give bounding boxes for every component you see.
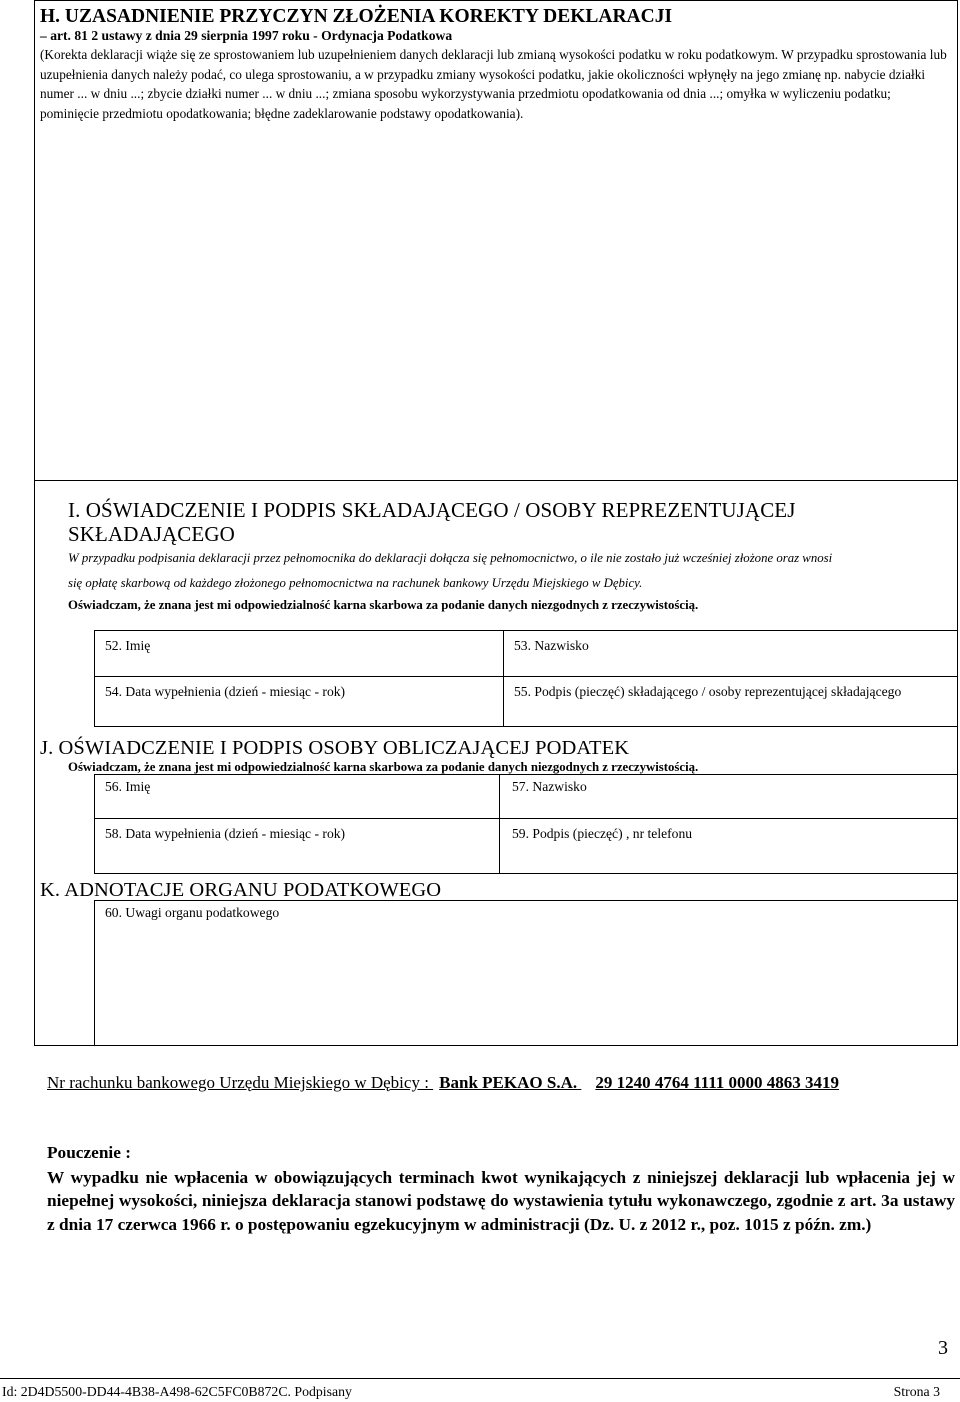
- bank-account-label: Nr rachunku bankowego Urzędu Miejskiego w Dębicy :: [47, 1073, 429, 1092]
- section-h-subtitle: – art. 81 2 ustawy z dnia 29 sierpnia 1997 roku - Ordynacja Podatkowa: [40, 28, 453, 43]
- bank-name: Bank PEKAO S.A.: [439, 1073, 578, 1092]
- pouczenie-heading: Pouczenie :: [47, 1143, 131, 1162]
- bank-account-number: 29 1240 4764 1111 0000 4863 3419: [595, 1073, 840, 1092]
- pouczenie-text: W wypadku nie wpłacenia w obowiązujących terminach kwot wynikających z niniejszej deklaracji lub wpłacenia jej w niepełnej wysokości, niniejsza deklaracja stanowi podstawę do wystawienia tytułu wykonawczego, zgodnie z art. 3a ustawy z dnia 17 czerwca 1966 r. o postępowaniu egzekucyjnym w administracji (Dz. U. z 2012 r., poz. 1015 z późn. zm.): [47, 1168, 955, 1234]
- field-54-date[interactable]: [94, 676, 504, 727]
- section-k-title: K. ADNOTACJE ORGANU PODATKOWEGO: [40, 879, 442, 901]
- field-56-label: 56. Imię: [105, 779, 151, 794]
- section-i-title-cont: SKŁADAJĄCEGO: [68, 522, 235, 546]
- section-j-declaration: Oświadczam, że znana jest mi odpowiedzialność karna skarbowa za podanie danych niezgodnych z rzeczywistością.: [68, 760, 699, 774]
- section-i-declaration: Oświadczam, że znana jest mi odpowiedzialność karna skarbowa za podanie danych niezgodnych z rzeczywistością.: [68, 598, 699, 612]
- section-j-title: J. OŚWIADCZENIE I PODPIS OSOBY OBLICZAJĄCEJ PODATEK: [40, 737, 630, 759]
- field-58-date[interactable]: [94, 818, 500, 874]
- field-52-label: 52. Imię: [105, 638, 151, 653]
- justification-textarea[interactable]: [40, 125, 950, 475]
- bank-account-line: [47, 1073, 839, 1093]
- field-57-last-name[interactable]: [499, 774, 958, 819]
- page-number: 3: [938, 1337, 948, 1359]
- field-58-label: 58. Data wypełnienia (dzień - miesiąc - rok): [105, 826, 346, 841]
- field-60-label: 60. Uwagi organu podatkowego: [105, 905, 280, 920]
- field-53-last-name[interactable]: [503, 630, 958, 677]
- field-59-signature-phone[interactable]: [499, 818, 958, 874]
- field-52-first-name[interactable]: [94, 630, 504, 677]
- field-59-label: 59. Podpis (pieczęć) , nr telefonu: [512, 826, 693, 841]
- section-i-note-2: się opłatę skarbową od każdego złożonego pełnomocnictwa na rachunek bankowy Urzędu Miejskiego w Dębicy.: [68, 576, 643, 590]
- field-60-authority-remarks[interactable]: [94, 900, 958, 1046]
- field-57-label: 57. Nazwisko: [512, 779, 587, 794]
- footer-divider: [0, 1378, 960, 1379]
- footer-page-label: Strona 3: [893, 1384, 940, 1399]
- section-h-description: (Korekta deklaracji wiąże się ze sprostowaniem lub uzupełnieniem danych deklaracji lub zmianą wysokości podatku w roku podatkowym. W przypadku sprostowania lub uzupełnienia danych należy podać, co ulega sprostowaniu, a w przypadku zmiany wysokości podatku, jakie okoliczności wpłynęły na jego zmianę np. nabycie działki numer ... w dniu ...; zbycie działki numer ... w dniu ...; zmiana sposobu wykorzystywania przedmiotu opodatkowania od dnia ...; omyłka w wyliczeniu podatku; pominięcie przedmiotu opodatkowania; błędne zadeklarowanie podstawy opodatkowania).: [40, 47, 947, 121]
- section-i-title: I. OŚWIADCZENIE I PODPIS SKŁADAJĄCEGO / OSOBY REPREZENTUJĄCEJ: [68, 498, 796, 522]
- section-h-title: H. UZASADNIENIE PRZYCZYN ZŁOŻENIA KOREKTY DEKLARACJI: [40, 6, 673, 27]
- field-56-first-name[interactable]: [94, 774, 500, 819]
- field-55-signature[interactable]: [503, 676, 958, 727]
- section-i-note-1: W przypadku podpisania deklaracji przez pełnomocnika do deklaracji dołącza się pełnomocnictwo, o ile nie zostało już wcześniej złożone oraz wnosi: [68, 551, 833, 565]
- field-54-label: 54. Data wypełnienia (dzień - miesiąc - rok): [105, 684, 346, 699]
- footer-document-id: Id: 2D4D5500-DD44-4B38-A498-62C5FC0B872C. Podpisany: [2, 1384, 352, 1399]
- field-55-label: 55. Podpis (pieczęć) składającego / osoby reprezentującej składającego: [514, 684, 902, 699]
- field-53-label: 53. Nazwisko: [514, 638, 589, 653]
